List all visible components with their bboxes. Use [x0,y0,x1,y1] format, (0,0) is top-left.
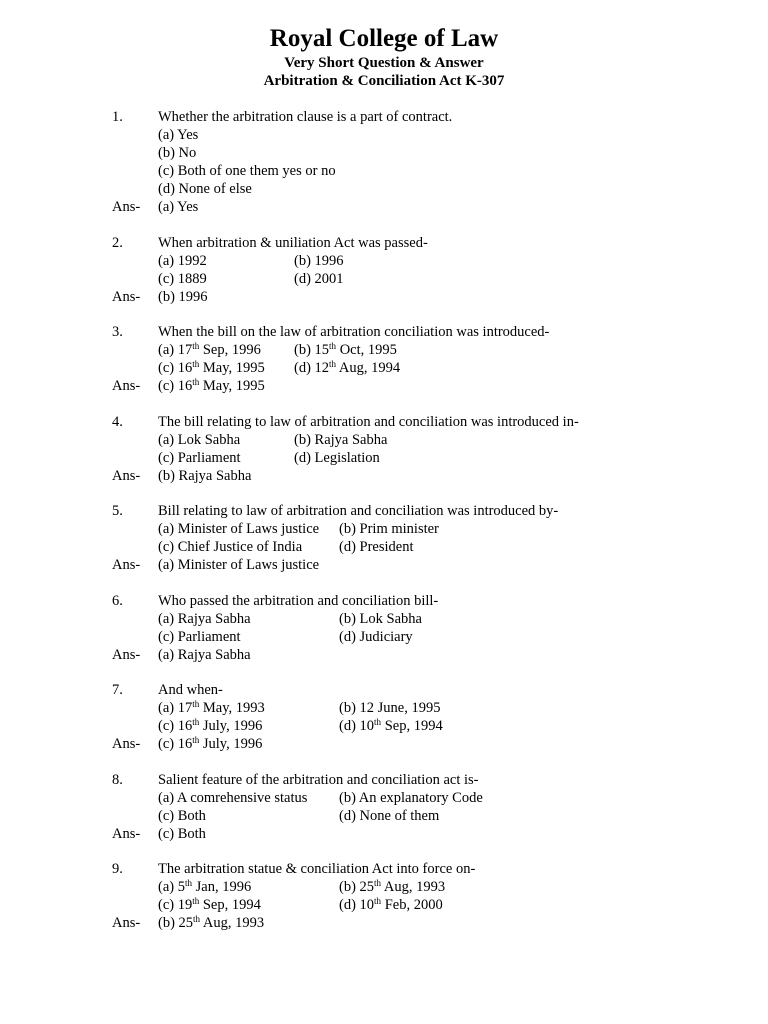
option: (c) 16th May, 1995 [158,359,265,376]
option-line [112,126,712,144]
answer-label: Ans- [112,288,141,305]
option: (b) 12 June, 1995 [339,700,441,716]
ordinal-suffix: th [374,717,382,727]
option: (c) 19th Sep, 1994 [158,896,261,913]
ordinal-suffix: th [192,341,200,351]
option-indent [112,341,158,359]
option: (a) 5th Jan, 1996 [158,878,252,895]
option: (b) Lok Sabha [339,610,422,627]
option-indent [112,252,158,270]
option: (c) Parliament [158,628,241,645]
answer-label: Ans- [112,199,141,215]
question-block [112,681,712,753]
question-number: 1. [112,109,123,125]
option: (b) An explanatory Code [339,789,483,806]
answer-label: Ans- [112,378,141,394]
option: (c) Both [158,807,206,824]
option-row [112,520,712,538]
question-text: When the bill on the law of arbitration conciliation was introduced- [158,324,550,340]
question-line [112,771,712,789]
option-row [112,717,712,735]
option-row [112,538,712,556]
option-row [112,449,712,467]
answer-label: Ans- [112,557,141,573]
option: (a) Minister of Laws justice [158,521,320,537]
question-number: 7. [112,682,123,698]
option-indent [112,270,158,288]
option: (a) 17th May, 1993 [158,699,265,716]
document-subtitle: Very Short Question & Answer [284,55,484,71]
question-line [112,681,712,699]
option: (b) 1996 [294,252,344,269]
question-number: 4. [112,413,123,430]
option-indent [112,789,158,807]
ordinal-suffix: th [184,878,192,888]
option-row [112,699,712,717]
option-row [112,807,712,825]
question-text: Bill relating to law of arbitration and conciliation was introduced by- [158,503,559,519]
answer-label: Ans- [112,825,141,842]
answer-label: Ans- [112,736,141,752]
option: (c) 1889 [158,270,207,287]
question-text: Who passed the arbitration and conciliation bill- [158,592,439,609]
answer-line [112,198,712,216]
option: (b) 15th Oct, 1995 [294,341,397,358]
answer-line [112,556,712,574]
question-number: 3. [112,324,123,340]
ordinal-suffix: th [192,717,200,727]
answer-value: (a) Yes [158,199,199,215]
option: (c) Parliament [158,449,241,466]
option-line [112,144,712,162]
question-block [112,108,712,216]
answer-line [112,646,712,664]
question-block [112,771,712,843]
answer-value: (a) Minister of Laws justice [158,557,320,573]
option: (c) Chief Justice of India [158,539,303,555]
option: (a) A comrehensive status [158,789,308,806]
option-line [112,162,712,180]
answer-value: (c) 16th May, 1995 [158,377,265,394]
option-indent [112,126,158,144]
answer-label: Ans- [112,915,141,931]
question-number: 9. [112,861,123,877]
option-row [112,252,712,270]
option-indent [112,628,158,646]
answer-value: (b) Rajya Sabha [158,467,252,484]
question-block [112,323,712,395]
option-row [112,431,712,449]
question-block [112,234,712,306]
option-indent [112,717,158,735]
option: (b) No [158,145,197,161]
document-course-title: Arbitration & Conciliation Act K-307 [263,73,505,89]
answer-line [112,735,712,753]
option-row [112,610,712,628]
question-block [112,502,712,574]
option-indent [112,538,158,556]
answer-line [112,825,712,843]
option: (d) None of them [339,807,440,824]
option: (d) None of else [158,181,252,197]
option-indent [112,431,158,449]
answer-line [112,467,712,485]
option-indent [112,896,158,914]
ordinal-suffix: th [192,896,200,906]
option-row [112,789,712,807]
option: (b) Prim minister [339,521,439,537]
answer-value: (c) Both [158,825,206,842]
answer-value: (b) 1996 [158,288,208,305]
option: (d) Legislation [294,449,380,466]
question-block [112,860,712,932]
option-row [112,878,712,896]
option-row [112,270,712,288]
question-number: 5. [112,503,123,519]
option: (a) Lok Sabha [158,431,241,448]
ordinal-suffix: th [192,359,200,369]
option: (b) Rajya Sabha [294,431,388,448]
option-row [112,896,712,914]
option-row [112,628,712,646]
option-indent [112,144,158,162]
ordinal-suffix: th [192,699,200,709]
question-line [112,860,712,878]
question-line [112,413,712,431]
question-text: Salient feature of the arbitration and conciliation act is- [158,771,479,788]
question-block [112,592,712,664]
question-text: When arbitration & uniliation Act was passed- [158,234,428,251]
option: (c) Both of one them yes or no [158,163,336,179]
option-indent [112,699,158,717]
answer-line [112,288,712,306]
option: (d) 12th Aug, 1994 [294,359,401,376]
option: (a) 1992 [158,252,207,269]
option: (d) 2001 [294,270,344,287]
option-indent [112,807,158,825]
question-block [112,413,712,485]
ordinal-suffix: th [193,914,201,924]
question-line [112,234,712,252]
question-number: 8. [112,771,123,788]
answer-label: Ans- [112,646,141,663]
answer-line [112,914,712,932]
question-text: And when- [158,682,223,698]
answer-line [112,377,712,395]
ordinal-suffix: th [192,735,200,745]
question-list [112,108,712,950]
ordinal-suffix: th [374,878,382,888]
option-indent [112,162,158,180]
document-header [0,24,768,90]
option: (d) President [339,539,414,555]
ordinal-suffix: th [329,341,337,351]
question-text: The bill relating to law of arbitration and conciliation was introduced in- [158,413,579,430]
ordinal-suffix: th [329,359,337,369]
option-indent [112,180,158,198]
option: (a) Yes [158,127,199,143]
question-line [112,592,712,610]
option-row [112,341,712,359]
option: (c) 16th July, 1996 [158,717,263,734]
option: (a) 17th Sep, 1996 [158,341,261,358]
option-line [112,180,712,198]
option: (a) Rajya Sabha [158,610,251,627]
option-indent [112,359,158,377]
option: (d) Judiciary [339,628,413,645]
document-title: Royal College of Law [269,25,499,52]
question-line [112,108,712,126]
answer-value: (b) 25th Aug, 1993 [158,914,265,931]
question-number: 6. [112,592,123,609]
option-indent [112,449,158,467]
ordinal-suffix: th [192,377,200,387]
option: (d) 10th Feb, 2000 [339,896,443,913]
option-indent [112,878,158,896]
option-row [112,359,712,377]
question-line [112,323,712,341]
answer-value: (a) Rajya Sabha [158,646,251,663]
question-line [112,502,712,520]
answer-value: (c) 16th July, 1996 [158,735,263,752]
ordinal-suffix: th [374,896,382,906]
option: (d) 10th Sep, 1994 [339,717,443,734]
question-number: 2. [112,234,123,251]
question-text: The arbitration statue & conciliation Act into force on- [158,861,476,877]
option-indent [112,520,158,538]
option: (b) 25th Aug, 1993 [339,878,446,895]
option-indent [112,610,158,628]
question-text: Whether the arbitration clause is a part of contract. [158,109,453,125]
answer-label: Ans- [112,467,141,484]
